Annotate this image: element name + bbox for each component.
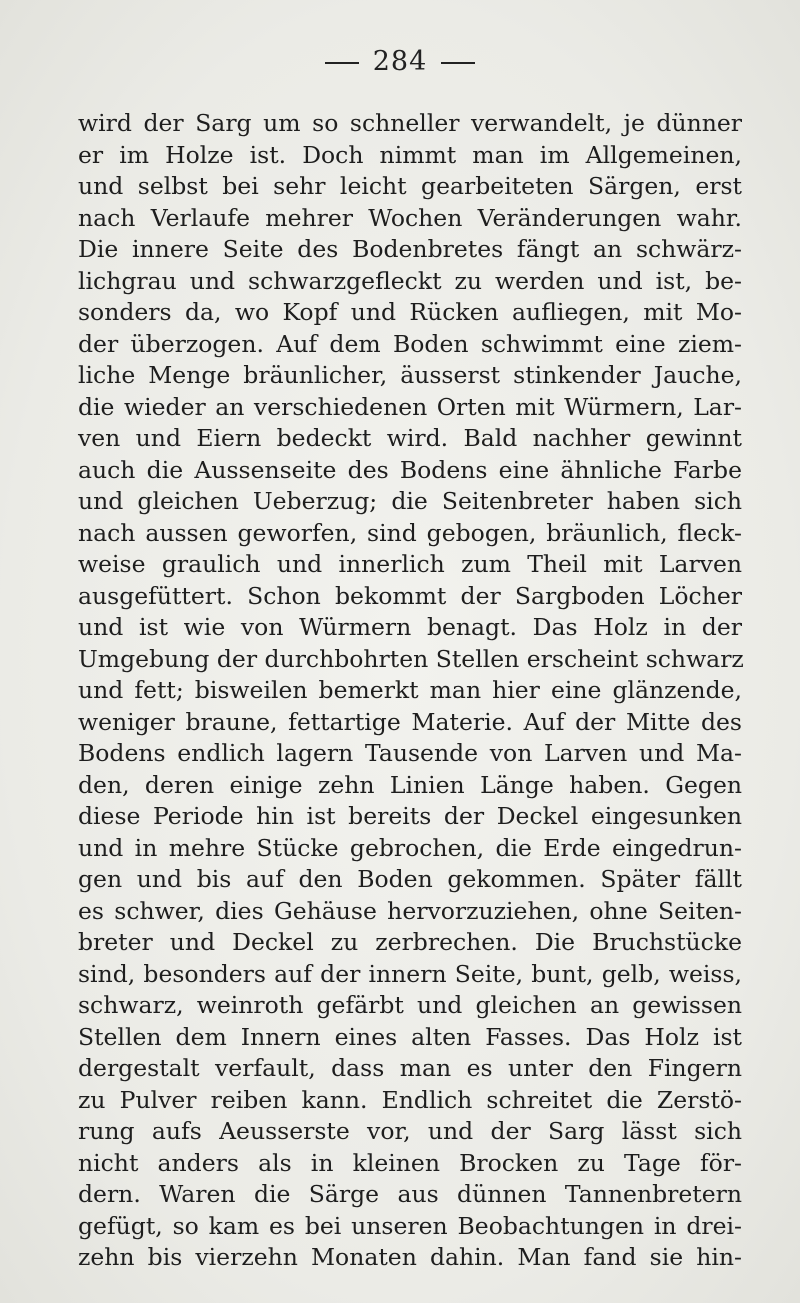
text-line: ausgefüttert. Schon bekommt der Sargboden Löcher xyxy=(78,581,742,610)
text-line: sind, besonders auf der innern Seite, bunt, gelb, weiss, xyxy=(78,959,742,988)
text-line: ven und Eiern bedeckt wird. Bald nachher gewinnt xyxy=(78,424,742,452)
text-line: und gleichen Ueberzug; die Seitenbreter haben sich xyxy=(78,487,742,515)
page-number-header xyxy=(0,46,800,77)
text-line: Umgebung der durchbohrten Stellen erscheint schwarz xyxy=(78,644,744,673)
text-line: nach Verlaufe mehrer Wochen Veränderungen wahr. xyxy=(78,203,742,232)
text-line: rung aufs Aeusserste vor, und der Sarg lässt sich xyxy=(78,1117,742,1145)
header-dash-right xyxy=(441,62,475,64)
text-line: Die innere Seite des Bodenbretes fängt an schwärz- xyxy=(78,235,742,263)
text-line: sonders da, wo Kopf und Rücken aufliegen, mit Mo- xyxy=(78,298,742,326)
text-line: gen und bis auf den Boden gekommen. Später fällt xyxy=(78,865,742,893)
page-number: 284 xyxy=(372,46,428,77)
text-line: lichgrau und schwarzgefleckt zu werden und ist, be- xyxy=(78,266,742,295)
text-line: wird der Sarg um so schneller verwandelt, je dünner xyxy=(78,109,742,137)
text-line: und in mehre Stücke gebrochen, die Erde eingedrun- xyxy=(78,833,742,862)
text-line: die wieder an verschiedenen Orten mit Würmern, Lar- xyxy=(78,392,742,421)
text-line: und selbst bei sehr leicht gearbeiteten Särgen, erst xyxy=(78,172,742,200)
text-line: Bodens endlich lagern Tausende von Larven und Ma- xyxy=(78,739,742,767)
body-text xyxy=(78,108,742,1274)
text-line: der überzogen. Auf dem Boden schwimmt eine ziem- xyxy=(78,329,742,358)
text-line: weise graulich und innerlich zum Theil mit Larven xyxy=(78,550,742,578)
text-line: zu Pulver reiben kann. Endlich schreitet die Zerstö- xyxy=(78,1085,742,1114)
text-line: breter und Deckel zu zerbrechen. Die Bruchstücke xyxy=(78,928,742,956)
text-line: auch die Aussenseite des Bodens eine ähnliche Farbe xyxy=(78,455,742,484)
text-line: den, deren einige zehn Linien Länge haben. Gegen xyxy=(78,770,742,799)
text-line: nicht anders als in kleinen Brocken zu Tage för- xyxy=(78,1148,742,1177)
text-line: und fett; bisweilen bemerkt man hier eine glänzende, xyxy=(78,676,742,704)
text-line: weniger braune, fettartige Materie. Auf der Mitte des xyxy=(78,707,742,736)
text-line: Stellen dem Innern eines alten Fasses. Das Holz ist xyxy=(78,1022,742,1051)
text-line: und ist wie von Würmern benagt. Das Holz in der xyxy=(78,613,742,641)
text-line: schwarz, weinroth gefärbt und gleichen an gewissen xyxy=(78,991,742,1019)
text-line: es schwer, dies Gehäuse hervorzuziehen, ohne Seiten- xyxy=(78,896,742,925)
text-line: diese Periode hin ist bereits der Deckel eingesunken xyxy=(78,802,742,830)
text-line: dergestalt verfault, dass man es unter den Fingern xyxy=(78,1054,742,1082)
text-line: liche Menge bräunlicher, äusserst stinkender Jauche, xyxy=(78,361,742,389)
header-dash-left xyxy=(325,62,359,64)
text-line: er im Holze ist. Doch nimmt man im Allgemeinen, xyxy=(78,140,742,169)
text-line: gefügt, so kam es bei unseren Beobachtungen in drei- xyxy=(78,1211,742,1240)
text-line: zehn bis vierzehn Monaten dahin. Man fand sie hin- xyxy=(78,1243,742,1271)
text-line: dern. Waren die Särge aus dünnen Tannenbretern xyxy=(78,1180,742,1208)
text-line: nach aussen geworfen, sind gebogen, bräunlich, fleck- xyxy=(78,518,742,547)
